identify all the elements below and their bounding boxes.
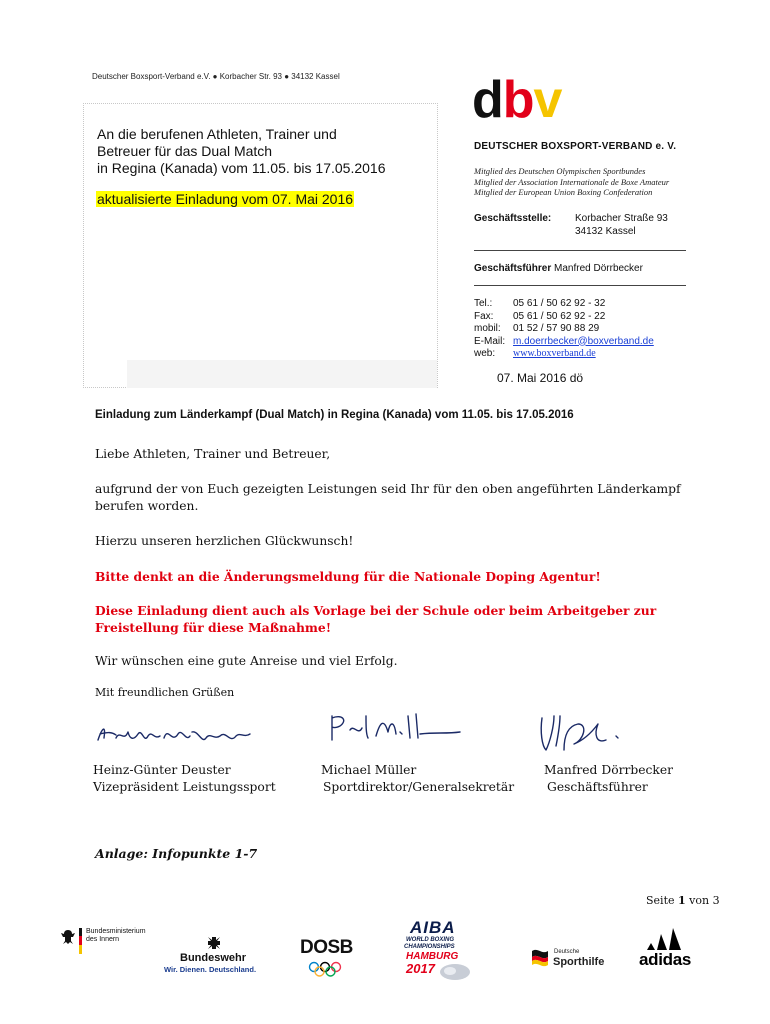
signature-deuster (94, 718, 254, 752)
sporthilfe-line1: Deutsche (554, 949, 580, 955)
signer-name: Michael Müller (321, 763, 417, 777)
subject-line: Einladung zum Länderkampf (Dual Match) in Regina (Kanada) vom 11.05. bis 17.05.2016 (95, 409, 574, 421)
email-label: E-Mail: (474, 335, 506, 347)
logo-letter-d: d (472, 71, 503, 129)
sporthilfe-line2: Sporthilfe (553, 956, 605, 968)
ceo-name: Manfred Dörrbecker (554, 263, 643, 274)
dosb-logo (300, 937, 356, 979)
page-current: 1 (678, 894, 686, 907)
membership-line: Mitglied des Deutschen Olympischen Sportbundes (474, 166, 646, 176)
office-address (474, 212, 668, 238)
bundeswehr-logo (164, 936, 264, 976)
contact-block (474, 298, 654, 361)
signer-name: Manfred Dörrbecker (544, 763, 673, 777)
page-label: Seite (646, 894, 675, 907)
bundeswehr-slogan: Wir. Dienen. Deutschland. (164, 965, 257, 974)
federal-eagle-icon (60, 928, 76, 946)
office-street: Korbacher Straße 93 (575, 213, 668, 224)
signer-role: Vizepräsident Leistungssport (93, 780, 276, 794)
adidas-wordmark: adidas (639, 950, 692, 969)
signature-mueller (326, 708, 466, 748)
managing-director (474, 263, 643, 274)
fax-value: 05 61 / 50 62 92 - 22 (513, 310, 606, 322)
aiba-line: CHAMPIONSHIPS (404, 944, 455, 950)
office-label: Geschäftsstelle: (474, 213, 552, 224)
exemption-notice-line: Diese Einladung dient auch als Vorlage bei der Schule oder beim Arbeitgeber zur (95, 603, 657, 618)
iron-cross-icon (207, 936, 221, 950)
dbv-logo (472, 71, 562, 129)
signer-role: Sportdirektor/Generalsekretär (323, 780, 515, 794)
salutation: Liebe Athleten, Trainer und Betreuer, (95, 447, 331, 461)
bmi-line: Bundesministerium (86, 928, 146, 935)
address-window-shade (127, 360, 437, 388)
aiba-line: WORLD BOXING (406, 937, 454, 943)
recipient-line: Betreuer für das Dual Match (97, 143, 273, 159)
membership-line: Mitglied der Association Internationale de Boxe Amateur (474, 176, 670, 187)
ceo-label: Geschäftsführer (474, 263, 552, 274)
adidas-stripes-icon (645, 928, 691, 950)
updated-invitation-highlight: aktualisierte Einladung vom 07. Mai 2016 (97, 191, 354, 207)
mobile-label: mobil: (474, 323, 501, 334)
doping-agency-notice: Bitte denkt an die Änderungsmeldung für die Nationale Doping Agentur! (95, 569, 601, 584)
membership-line: Mitglied der European Union Boxing Confederation (474, 187, 653, 197)
sender-line: Deutscher Boxsport-Verband e.V. ● Korbacher Str. 93 ● 34132 Kassel (92, 72, 340, 81)
tel-value: 05 61 / 50 62 92 - 32 (513, 298, 606, 309)
olympic-rings-icon (308, 961, 348, 977)
office-city: 34132 Kassel (575, 226, 636, 237)
exemption-notice-line: Freistellung für diese Maßnahme! (95, 620, 332, 635)
signer-role: Geschäftsführer (547, 780, 648, 794)
congratulations: Hierzu unseren herzlichen Glückwunsch! (95, 534, 354, 548)
adidas-logo (636, 928, 700, 970)
tel-label: Tel.: (474, 298, 493, 309)
bundeswehr-name: Bundeswehr (180, 952, 247, 964)
sporthilfe-logo (530, 945, 622, 973)
signer-name: Heinz-Günter Deuster (93, 763, 231, 777)
divider (474, 285, 686, 286)
recipient-line: in Regina (Kanada) vom 11.05. bis 17.05.2016 (97, 160, 386, 176)
page-sep: von (689, 894, 710, 907)
mobile-value: 01 52 / 57 90 88 29 (513, 323, 600, 334)
recipient-line: An die berufenen Athleten, Trainer und (97, 126, 337, 142)
paragraph-line: berufen worden. (95, 499, 199, 513)
memberships (474, 166, 669, 198)
closing: Mit freundlichen Grüßen (95, 686, 235, 699)
web-label: web: (474, 348, 496, 359)
website-link[interactable]: www.boxverband.de (513, 348, 596, 359)
organisation-name: DEUTSCHER BOXSPORT-VERBAND e. V. (474, 141, 677, 152)
aiba-name: AIBA (410, 918, 456, 937)
wishes: Wir wünschen eine gute Anreise und viel Erfolg. (95, 654, 398, 668)
sporthilfe-flag-icon (530, 947, 550, 969)
bmi-line: des Innern (86, 936, 120, 943)
fax-label: Fax: (474, 310, 494, 322)
page-number (646, 894, 720, 907)
page-total: 3 (712, 894, 720, 907)
dosb-text: DOSB (300, 937, 353, 958)
recipient-block (97, 126, 427, 177)
aiba-hamburg-logo (404, 918, 474, 990)
email-link[interactable]: m.doerrbecker@boxverband.de (513, 335, 654, 347)
attachment-note: Anlage: Infopunkte 1-7 (95, 846, 258, 861)
logo-letter-b: b (502, 71, 534, 129)
letter-date: 07. Mai 2016 dö (497, 371, 584, 385)
logo-letter-v: v (533, 71, 562, 129)
divider (474, 250, 686, 251)
paragraph-line: aufgrund der von Euch gezeigten Leistungen seid Ihr für den oben angeführten Länderkampf (95, 482, 681, 496)
boxing-glove-icon (438, 962, 472, 982)
aiba-city: HAMBURG (406, 951, 459, 962)
aiba-year: 2017 (406, 961, 435, 976)
signature-doerrbecker (534, 706, 644, 758)
